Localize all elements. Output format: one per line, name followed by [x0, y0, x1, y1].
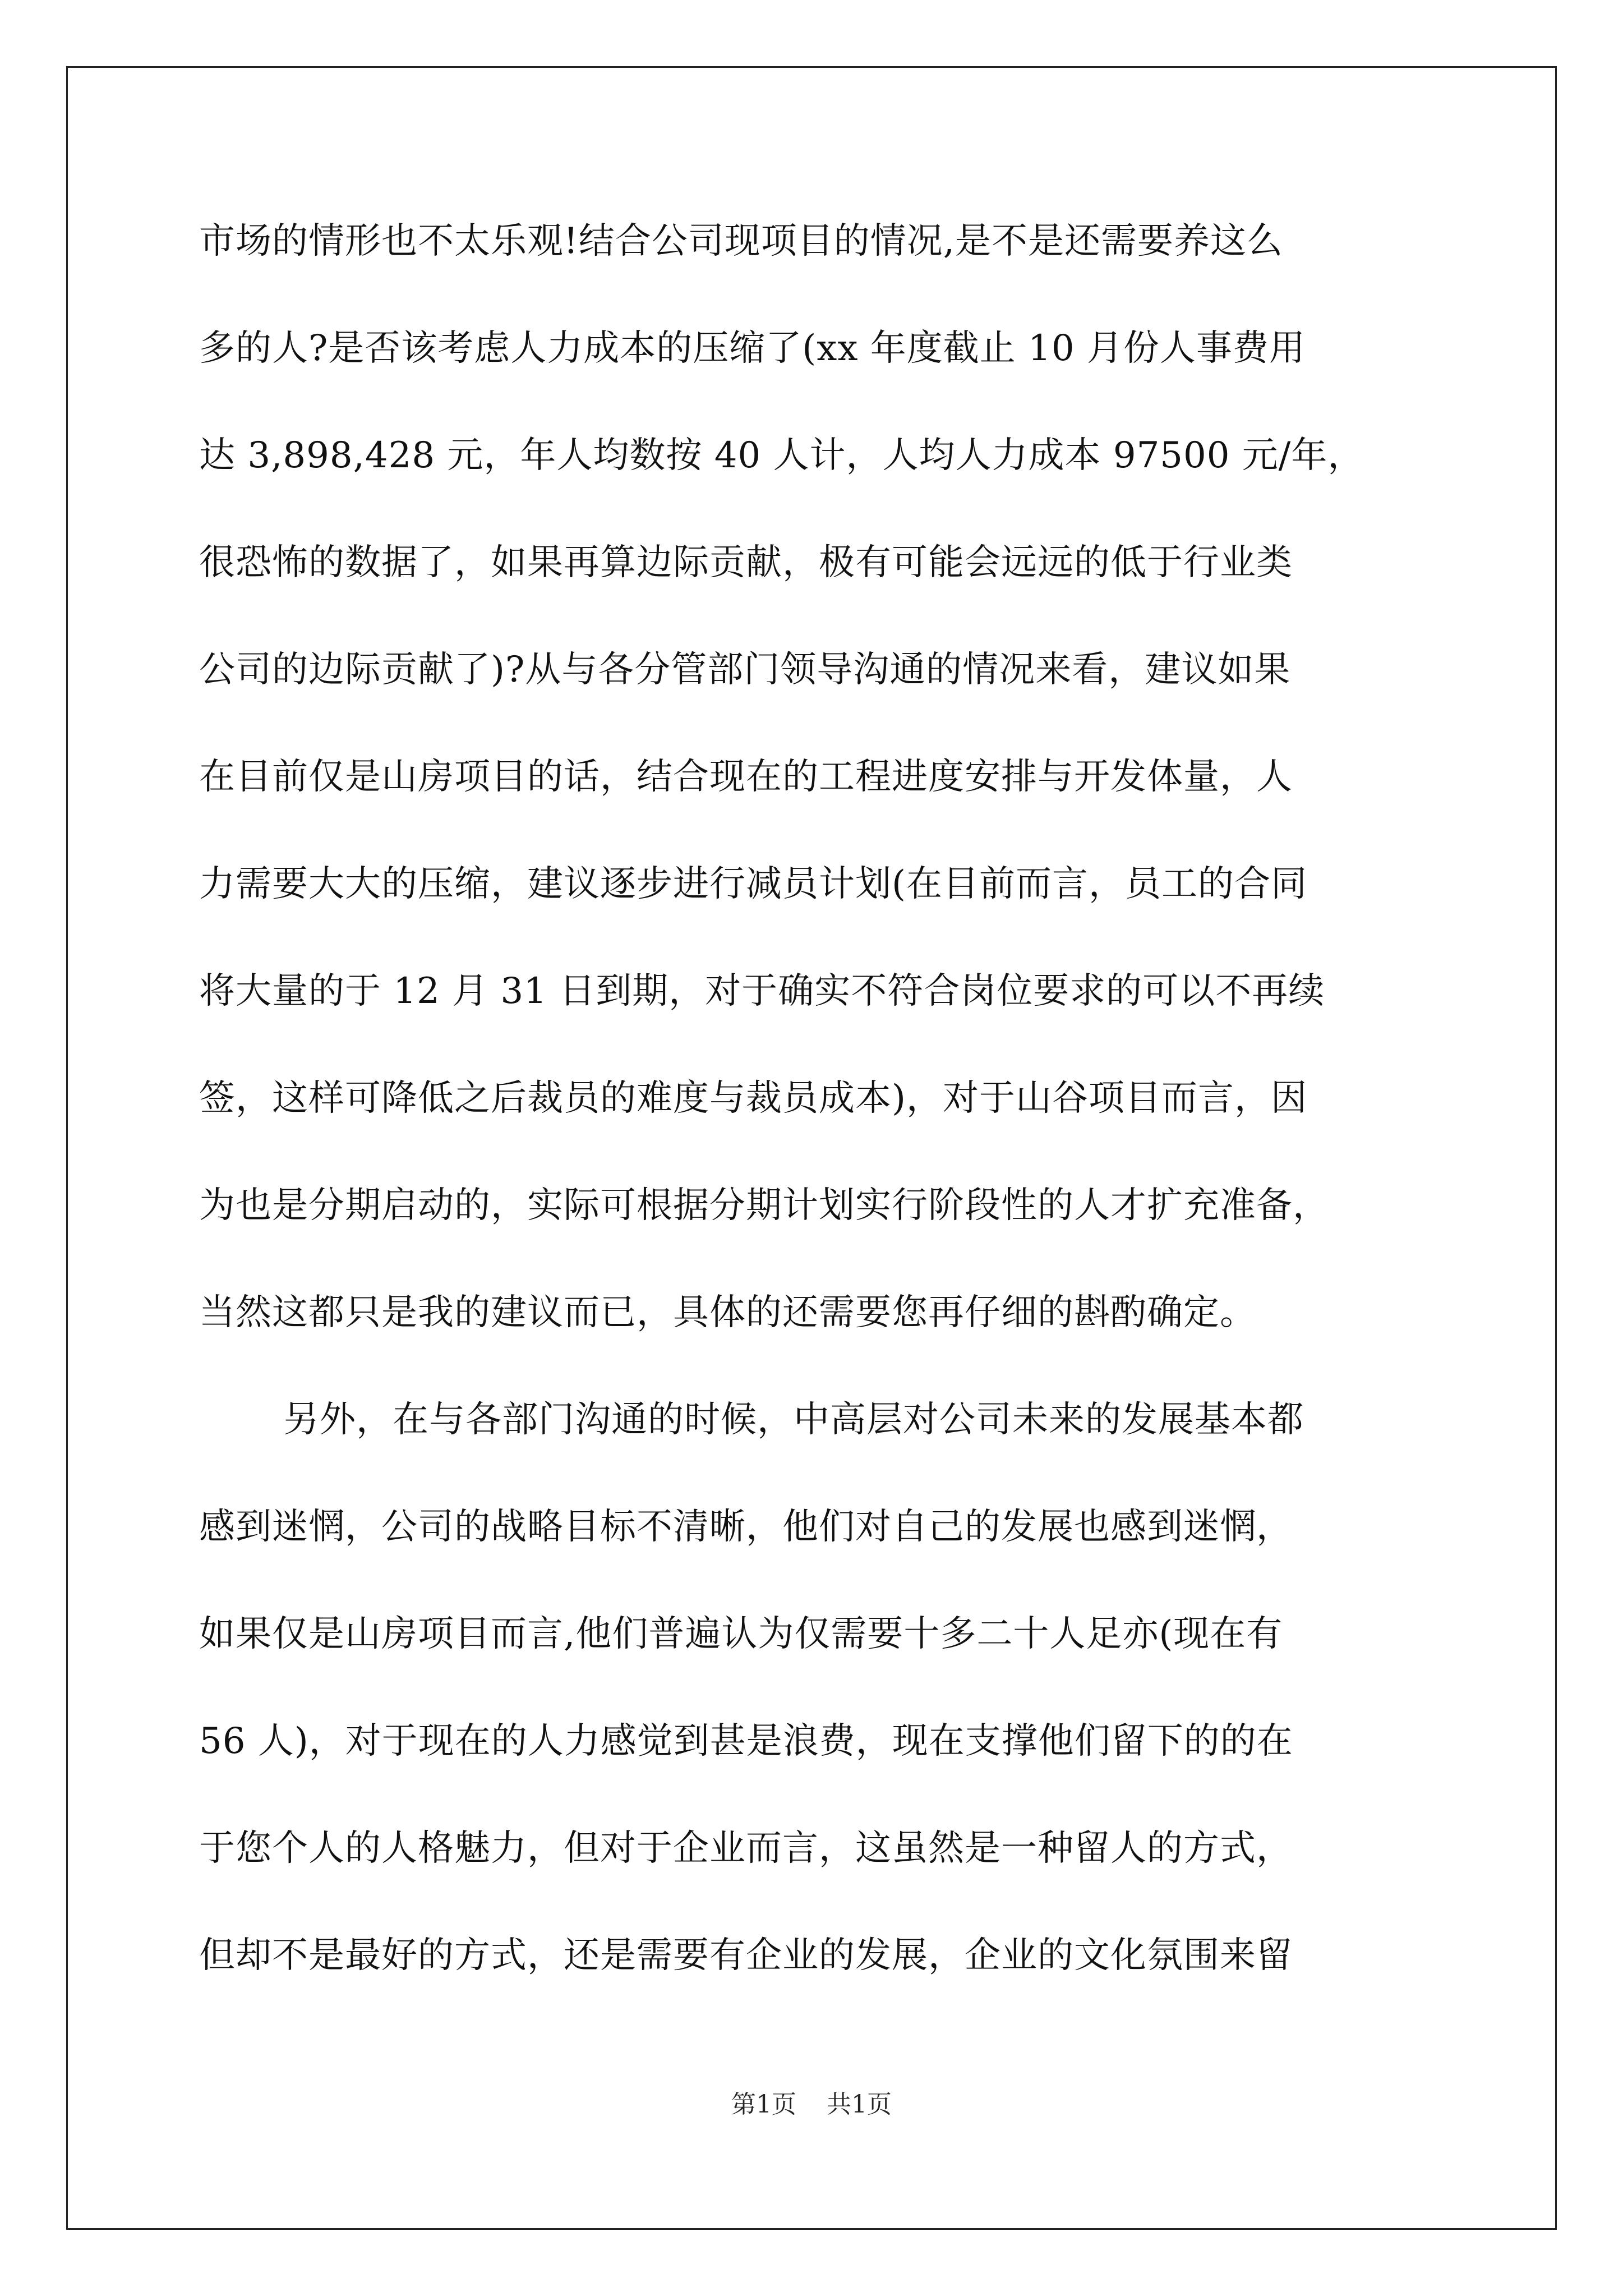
paragraph-first-line: 另外，在与各部门沟通的时候，中高层对公司未来的发展基本都 [283, 1399, 1304, 1441]
page-number: 第1页 [731, 2090, 796, 2119]
text-line: 公司的边际贡献了)?从与各分管部门领导沟通的情况来看，建议如果 [199, 649, 1291, 691]
text-line: 市场的情形也不太乐观!结合公司现项目的情况,是不是还需要养这么 [199, 220, 1284, 262]
text-line: 如果仅是山房项目而言,他们普遍认为仅需要十多二十人足亦(现在有 [199, 1613, 1283, 1655]
text-line: 感到迷惘，公司的战略目标不清晰，他们对自己的发展也感到迷惘， [199, 1506, 1293, 1548]
text-line: 签，这样可降低之后裁员的难度与裁员成本)，对于山谷项目而言，因 [199, 1078, 1307, 1119]
text-line: 力需要大大的压缩，建议逐步进行减员计划(在目前而言，员工的合同 [199, 863, 1307, 905]
text-line: 为也是分期启动的，实际可根据分期计划实行阶段性的人才扩充准备， [199, 1185, 1329, 1226]
text-line: 于您个人的人格魅力，但对于企业而言，这虽然是一种留人的方式， [199, 1828, 1293, 1869]
document-body [199, 210, 1427, 2032]
page-total: 共1页 [827, 2090, 892, 2119]
text-line: 当然这都只是我的建议而已，具体的还需要您再仔细的斟酌确定。 [199, 1292, 1256, 1333]
text-line: 多的人?是否该考虑人力成本的压缩了(xx 年度截止 10 月份人事费用 [199, 328, 1306, 369]
text-line: 56 人)，对于现在的人力感觉到甚是浪费，现在支撑他们留下的的在 [199, 1720, 1293, 1762]
text-line: 将大量的于 12 月 31 日到期，对于确实不符合岗位要求的可以不再续 [199, 970, 1325, 1012]
page-footer [0, 2084, 1623, 2120]
text-line: 达 3,898,428 元，年人均数按 40 人计，人均人力成本 97500 元/年， [199, 435, 1364, 476]
text-line: 很恐怖的数据了，如果再算边际贡献，极有可能会远远的低于行业类 [199, 542, 1293, 583]
text-line: 在目前仅是山房项目的话，结合现在的工程进度安排与开发体量，人 [199, 756, 1293, 798]
text-line: 但却不是最好的方式，还是需要有企业的发展，企业的文化氛围来留 [199, 1935, 1293, 1976]
